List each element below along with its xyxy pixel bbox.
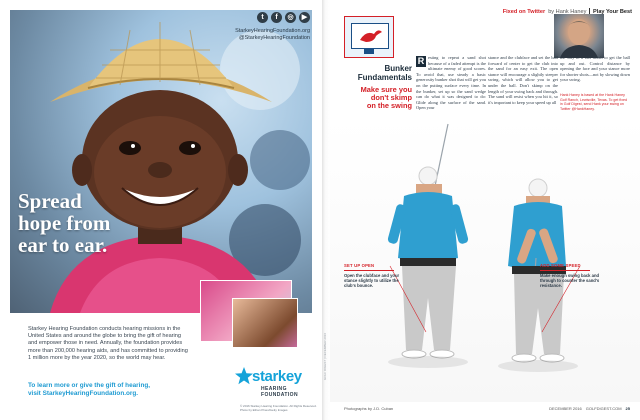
swing-photo-sequence bbox=[330, 118, 640, 402]
callout-left-text: Open the clubface and your stance slightly to utilize the club's bounce. bbox=[344, 272, 400, 288]
starkey-logo bbox=[234, 362, 310, 402]
kicker-line-1: Bunker bbox=[384, 64, 412, 73]
article-column-3: the way to a full finish to get the ball up and out. Control distance by opening the face and your stance more for shorter shots—not by slowing down your swing. bbox=[560, 55, 630, 83]
article-column-1 bbox=[416, 55, 486, 111]
folio-date: DECEMBER 2016 bbox=[549, 406, 582, 411]
deck-line-2: don't skimp bbox=[370, 93, 412, 102]
callout-right-label: ADD SOME SPEED bbox=[540, 263, 581, 268]
gutter-text: GOLF DIGEST | DECEMBER 2016 bbox=[323, 332, 327, 380]
header-byline: by Hank Haney bbox=[548, 8, 587, 15]
instagram-icon[interactable]: ◎ bbox=[285, 12, 296, 23]
callout-left-label: SET UP OPEN bbox=[344, 263, 375, 268]
youtube-icon[interactable]: ▶ bbox=[299, 12, 310, 23]
ad-legal-line-2: Photo by Ethan Pines/Getty Images bbox=[240, 408, 288, 412]
header-section-title: Play Your Best bbox=[593, 8, 632, 15]
right-page-article bbox=[330, 0, 640, 420]
page-number: 25 bbox=[625, 406, 630, 411]
star-icon bbox=[234, 366, 254, 386]
headline-line-1: Spread bbox=[18, 189, 82, 213]
social-icons bbox=[257, 12, 310, 23]
inset-photo-2 bbox=[232, 298, 298, 348]
author-bio: Hank Haney is based at the Hank Haney Golf Ranch, Lewisville, Texas. To get fixed in Golf Digest, send Hank your swing on Twitter @HankHaney. bbox=[560, 93, 627, 111]
drop-cap: R bbox=[417, 56, 425, 66]
ad-legal bbox=[240, 404, 320, 412]
computer-monitor-icon bbox=[344, 16, 394, 58]
golfer-figure-1 bbox=[387, 124, 469, 368]
ad-headline bbox=[18, 190, 158, 256]
facebook-icon[interactable]: f bbox=[271, 12, 282, 23]
logo-subtitle: HEARING FOUNDATION bbox=[261, 386, 298, 398]
page-folio bbox=[549, 406, 630, 411]
callout-right-rule bbox=[540, 270, 590, 271]
callout-add-some-speed bbox=[540, 263, 602, 288]
foundation-links bbox=[235, 28, 310, 42]
photo-credit: Photographs by J.D. Cuban bbox=[344, 406, 394, 411]
monitor-screen bbox=[351, 23, 389, 49]
header-fixed-on-twitter: Fixed on Twitter bbox=[502, 8, 546, 15]
author-headshot bbox=[554, 14, 604, 58]
column-1-text: esting to repeat a sand shot because of a faded attempt is the ultimate enemy of good scores. To avoid that, use steady a basic generosity bunker shot that will get you on the putting surface every time. In the bunker, set up so the sand wedge can do what it was designed to do: Glide along the surface of the sand. Open your bbox=[416, 55, 486, 111]
twitter-icon[interactable]: t bbox=[257, 12, 268, 23]
article-kicker bbox=[342, 64, 412, 82]
foundation-handle[interactable]: @StarkeyHearingFoundation bbox=[238, 35, 310, 41]
ad-body-text: Starkey Hearing Foundation conducts hearing missions in the United States and around the globe to bring the gift of hearing and empower those in need. Annually, the foundation provides more than 200,000 hearing aids, and has committed to providing 1 million more by the year 2020, so the world may hear. bbox=[28, 326, 188, 361]
callout-set-up-open bbox=[344, 263, 406, 288]
folio-site: GOLFDIGEST.COM bbox=[585, 406, 622, 411]
foundation-site-link[interactable]: StarkeyHearingFoundation.org bbox=[235, 28, 310, 34]
ad-cta-line-1: To learn more or give the gift of hearing, bbox=[28, 382, 151, 389]
callout-left-rule bbox=[344, 270, 394, 271]
bird-icon bbox=[352, 24, 388, 48]
smiling-girl-illustration bbox=[10, 10, 312, 313]
ad-hero-photo bbox=[10, 10, 312, 313]
callout-right-text: Make enough swing back and through to counter the sand's resistance. bbox=[540, 272, 600, 288]
headline-line-2: hope from bbox=[18, 211, 111, 235]
ad-legal-line-1: © 2016 Starkey Hearing Foundation. All Rights Reserved. bbox=[240, 404, 317, 408]
logo-wordmark: starkey bbox=[252, 368, 302, 385]
kicker-line-2: Fundamentals bbox=[357, 73, 412, 82]
deck-line-1: Make sure you bbox=[360, 85, 412, 94]
article-column-2: stance and the clubface and set the ball forward of center to get the club into the sand for an easy exit. The open stance will encourage a slightly steeper swing, which will allow you to get under the ball. Don't skimp on the length of your swing back and through. The sand will resist when you hit it, so it's important to keep your speed up all bbox=[488, 55, 558, 105]
deck-line-3: on the swing bbox=[366, 101, 412, 110]
golfer-swing-illustration bbox=[330, 118, 640, 402]
ad-cta-link[interactable]: visit StarkeyHearingFoundation.org. bbox=[28, 390, 139, 397]
headline-line-3: ear to ear. bbox=[18, 233, 108, 257]
article-deck bbox=[342, 86, 412, 110]
monitor-stand bbox=[364, 48, 374, 54]
author-portrait bbox=[554, 14, 604, 58]
